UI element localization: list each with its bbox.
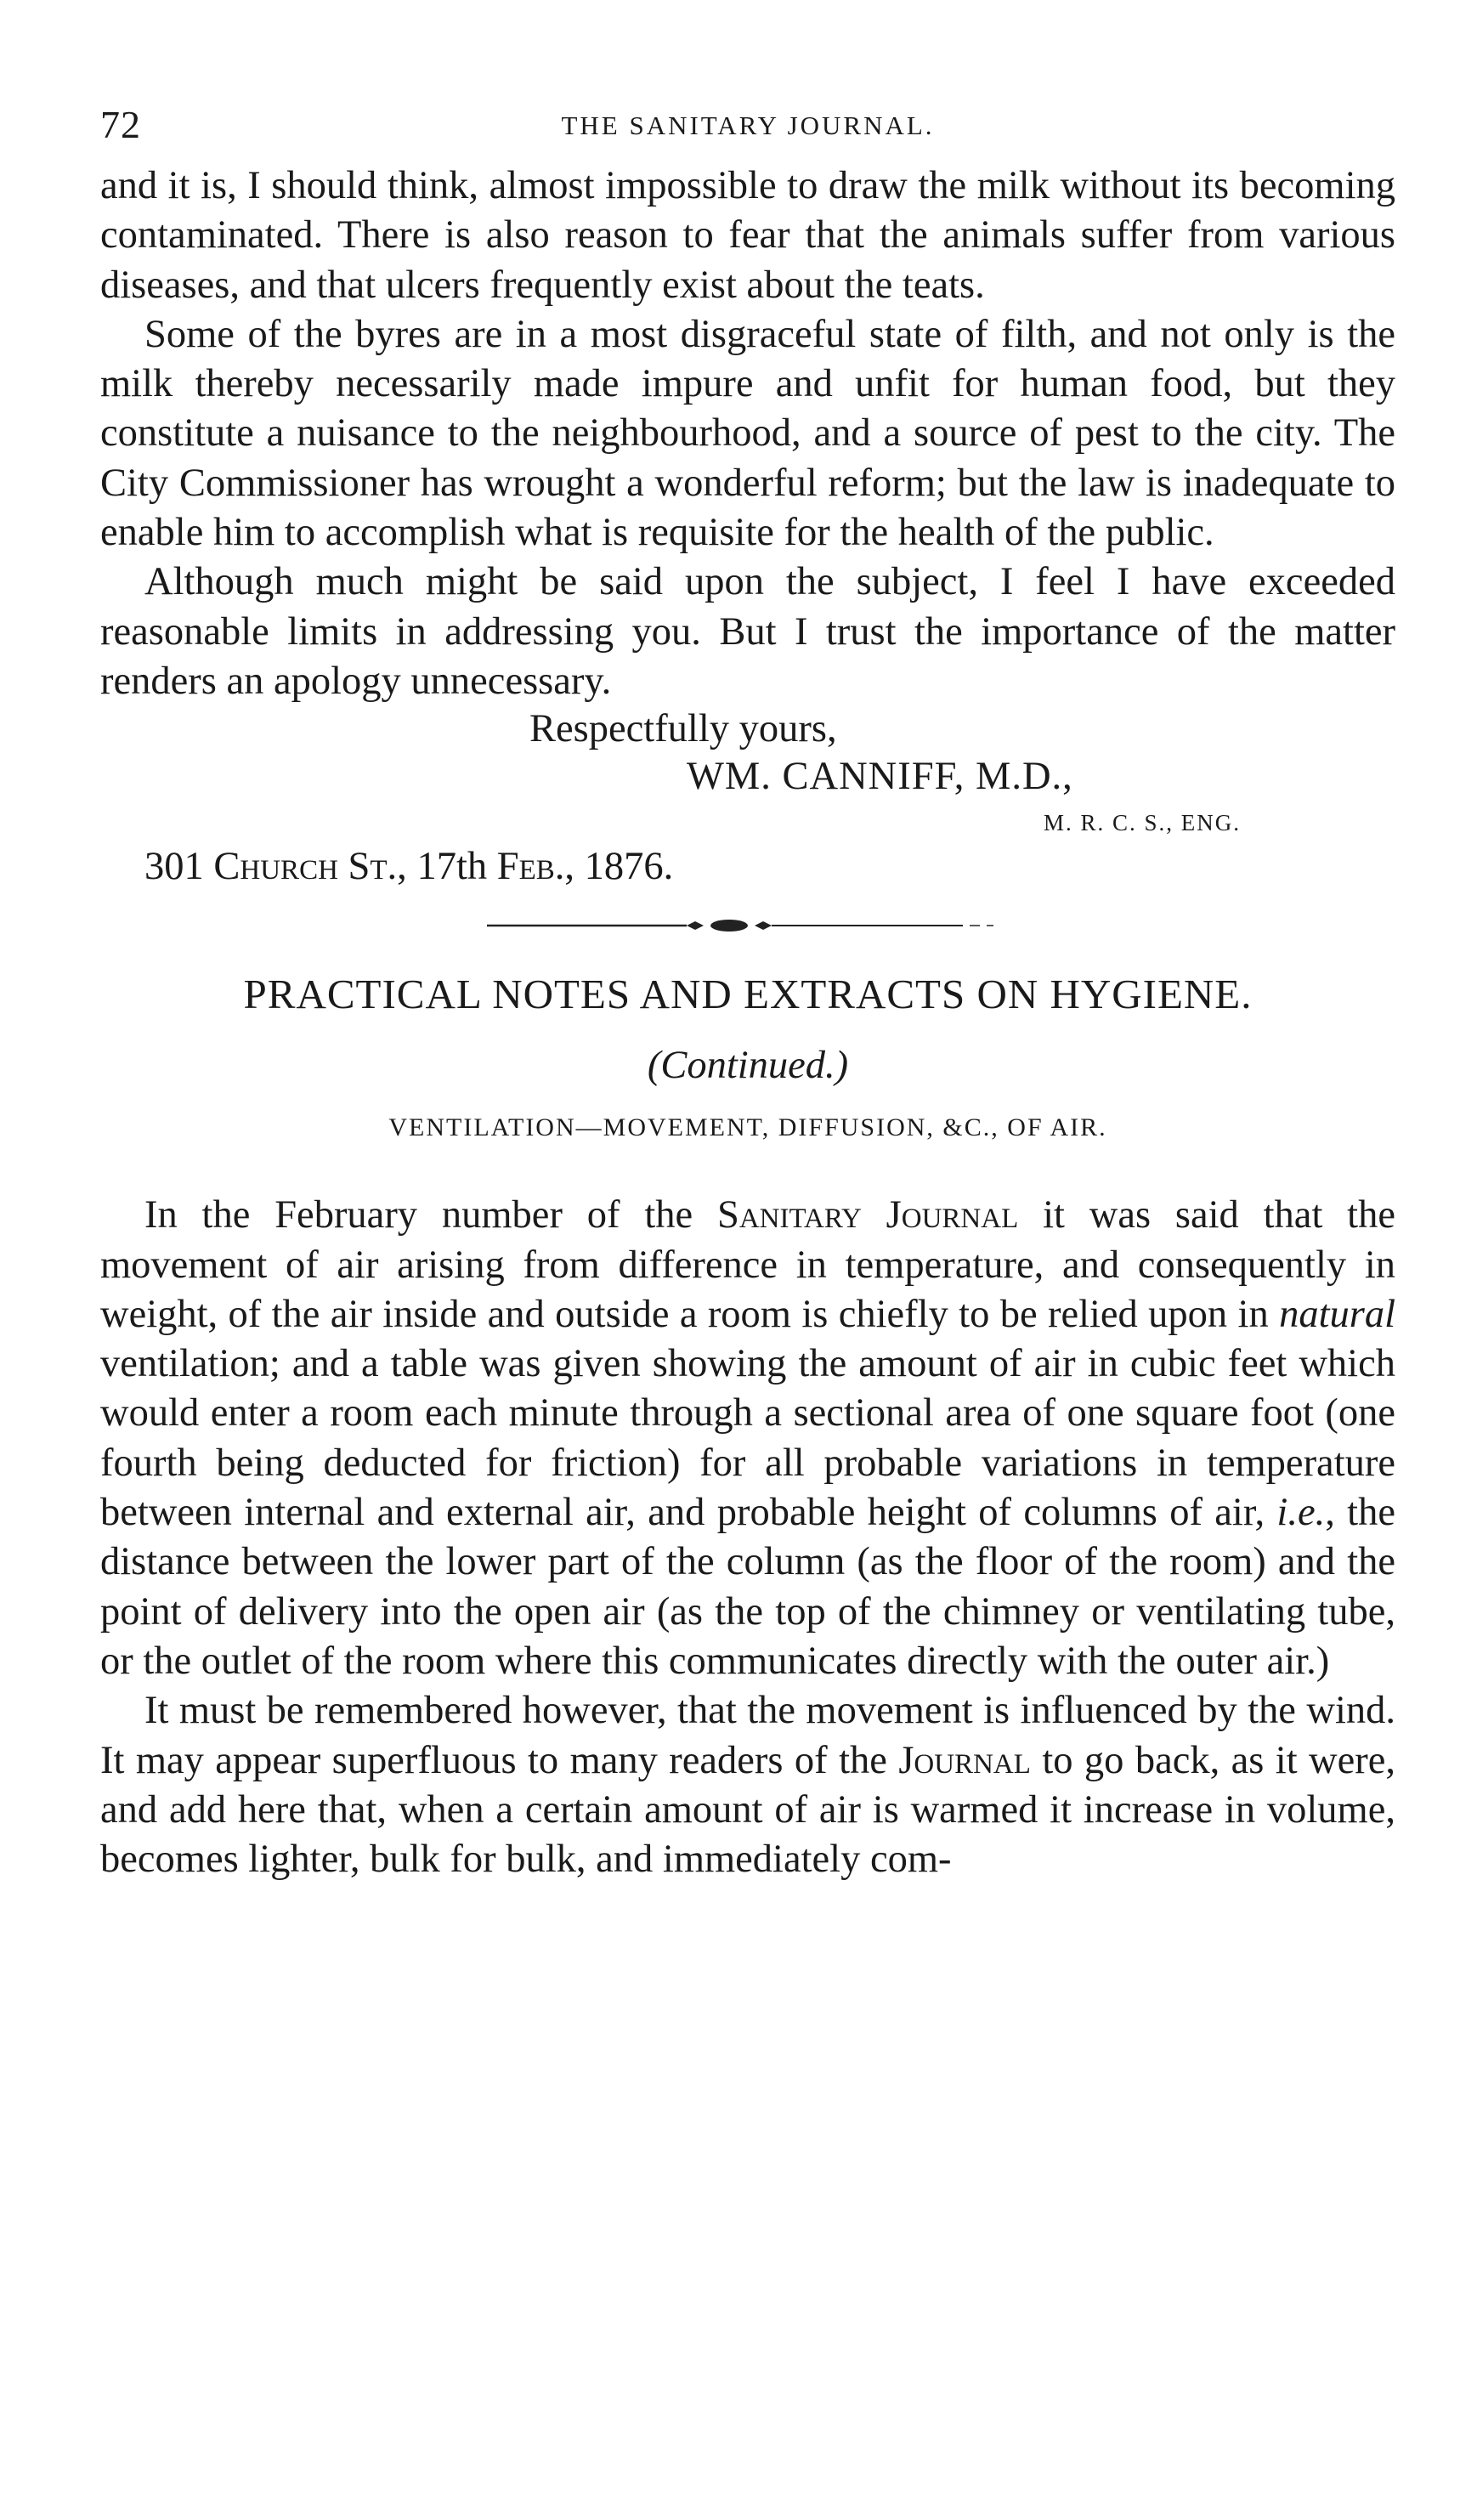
article-paragraph [100,1686,1395,1884]
journal-name: Journal [898,1738,1031,1782]
article-subtitle: (Continued.) [647,1044,849,1088]
address-day: 17th [416,845,488,889]
letter-body [100,161,1395,706]
running-title: THE SANITARY JOURNAL. [561,110,935,140]
address-date [144,844,673,889]
page [100,102,1395,1884]
article-heading: VENTILATION—MOVEMENT, DIFFUSION, &C., OF AIR. [388,1113,1107,1142]
closing-salutation: Respectfully yours, [529,707,837,751]
credentials: M. R. C. S., ENG. [1044,810,1242,836]
page-number: 72 [100,103,141,146]
letter-paragraph: Some of the byres are in a most disgraceful state of filth, and not only is the milk thereby necessarily made impure and unfit for human food, but they constitute a nuisance to the neighbourhood, and a source of pest to the city. The City Commissioner has wrought a wonderful reform; but the law is inadequate to enable him to accomplish what is requisite for the health of the public. [100,312,1395,555]
text-run: It must be remembered however, that the movement is influenced by the wind. It may appear superfluous to many readers of the [100,1689,1395,1782]
journal-name: Sanitary Journal [716,1193,1019,1237]
text-run: to go back, as it were, and add here that, when a certain amount of air is warmed it increase in volume, becomes lighter, bulk for bulk, and immediately com- [100,1738,1395,1882]
text-run: ventilation; and a table was given showing the amount of air in cubic feet which would enter a room each minute through a sectional area of one square foot (one fourth being deducted for friction) for all probable variations in temperature between internal and external air, and probable height of columns of air, [100,1342,1395,1535]
letter-paragraph: Although much might be said upon the subject, I feel I have exceeded reasonable limits in addressing you. But I trust the importance of the matter renders an apology unnecessary. [100,560,1395,703]
text-run: In the February number of the [144,1193,717,1237]
text-run: it was said that the movement of air arising from difference in temperature, and consequently in weight, of the air inside and outside a room is chiefly to be relied upon in [100,1193,1395,1336]
page-header [100,102,1395,161]
address-street: 301 Church St., [144,845,407,889]
emphasis: i.e. [1276,1491,1326,1535]
letter-closing [100,706,1395,903]
article-title: PRACTICAL NOTES AND EXTRACTS ON HYGIENE. [243,971,1253,1018]
article-paragraph [100,1191,1395,1686]
ornament-divider-icon [487,915,1014,936]
address-month-year: Feb., 1876. [496,845,674,889]
emphasis: natural [1279,1292,1395,1336]
signature: WM. CANNIFF, M.D., [687,755,1073,799]
section-divider [100,903,1395,953]
text-run: , the distance between the lower part of the column (as the floor of the room) and the point of delivery into the open air (as the top of the chimney or ventilating tube, or the outlet of the room where this communicates directly with the outer air.) [100,1491,1395,1683]
letter-paragraph: and it is, I should think, almost impossible to draw the milk without its becoming contaminated. There is also reason to fear that the animals suffer from various diseases, and that ulcers frequently exist about the teats. [100,164,1395,307]
